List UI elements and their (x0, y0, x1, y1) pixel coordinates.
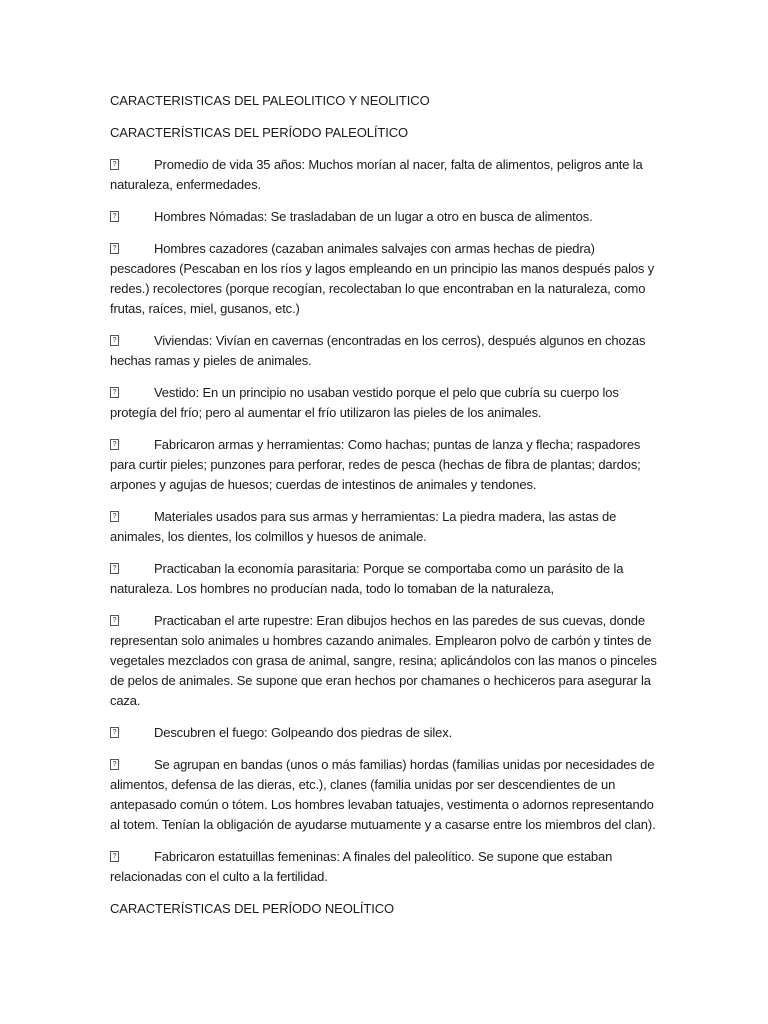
list-item (110, 435, 662, 495)
list-item-text: Viviendas: Vivían en cavernas (encontradas en los cerros), después algunos en chozas hechas ramas y pieles de animales. (110, 333, 646, 368)
list-item-text: Hombres cazadores (cazaban animales salvajes con armas hechas de piedra) pescadores (Pescaban en los ríos y lagos empleando en un principio las manos después palos y redes.) recolectores (porque recogían, recolectaban lo que encontraban en la naturaleza, como frutas, raíces, miel, gusanos, etc.) (110, 241, 655, 316)
section-heading-neolitico: CARACTERÍSTICAS DEL PERÍODO NEOLÍTICO (110, 901, 395, 916)
missing-glyph-icon (110, 511, 119, 522)
list-item (110, 611, 662, 711)
document-title: CARACTERISTICAS DEL PALEOLITICO Y NEOLITICO (110, 93, 430, 108)
list-item (110, 155, 662, 195)
list-item-text: Materiales usados para sus armas y herramientas: La piedra madera, las astas de animales, los dientes, los colmillos y huesos de animale. (110, 509, 617, 544)
list-item (110, 507, 662, 547)
list-item-text: Fabricaron armas y herramientas: Como hachas; puntas de lanza y flecha; raspadores para curtir pieles; punzones para perforar, redes de pesca (hechas de fibra de plantas; dardos; arpones y agujas de huesos; cuerdas de intestinos de animales y tendones. (110, 437, 641, 492)
section-heading-paleolitico: CARACTERÍSTICAS DEL PERÍODO PALEOLÍTICO (110, 125, 409, 140)
list-item-text: Vestido: En un principio no usaban vestido porque el pelo que cubría su cuerpo los protegía del frío; pero al aumentar el frío utilizaron las pieles de los animales. (110, 385, 619, 420)
list-item-text: Promedio de vida 35 años: Muchos morían al nacer, falta de alimentos, peligros ante la naturaleza, enfermedades. (110, 157, 643, 192)
missing-glyph-icon (110, 159, 119, 170)
list-item (110, 239, 662, 319)
list-item-text: Descubren el fuego: Golpeando dos piedras de silex. (154, 725, 453, 740)
list-item (110, 331, 662, 371)
missing-glyph-icon (110, 759, 119, 770)
list-item-text: Practicaban la economía parasitaria: Porque se comportaba como un parásito de la naturaleza. Los hombres no producían nada, todo lo tomaban de la naturaleza, (110, 561, 624, 596)
missing-glyph-icon (110, 851, 119, 862)
document-body (110, 91, 662, 919)
missing-glyph-icon (110, 211, 119, 222)
missing-glyph-icon (110, 387, 119, 398)
missing-glyph-icon (110, 727, 119, 738)
list-item-text: Se agrupan en bandas (unos o más familias) hordas (familias unidas por necesidades de alimentos, defensa de las dieras, etc.), clanes (familia unidas por ser descendientes de un antepasado común o tótem. Los hombres levaban tatuajes, vestimenta o adornos representando al totem. Tenían la obligación de ayudarse mutuamente y a casarse entre los miembros del clan). (110, 757, 656, 832)
list-item (110, 847, 662, 887)
missing-glyph-icon (110, 439, 119, 450)
list-item-text: Practicaban el arte rupestre: Eran dibujos hechos en las paredes de sus cuevas, donde representan solo animales u hombres cazando animales. Emplearon polvo de carbón y tintes de vegetales mezclados con grasa de animal, sangre, resina; aplicándolos con las manos o pinceles de pelos de animales. Se supone que eran hechos por chamanes o hechiceros para asegurar la caza. (110, 613, 657, 708)
list-item (110, 383, 662, 423)
missing-glyph-icon (110, 563, 119, 574)
list-item (110, 207, 662, 227)
list-item (110, 723, 662, 743)
missing-glyph-icon (110, 243, 119, 254)
missing-glyph-icon (110, 335, 119, 346)
list-item-text: Hombres Nómadas: Se trasladaban de un lugar a otro en busca de alimentos. (154, 209, 593, 224)
list-item (110, 559, 662, 599)
list-item (110, 755, 662, 835)
missing-glyph-icon (110, 615, 119, 626)
list-item-text: Fabricaron estatuillas femeninas: A finales del paleolítico. Se supone que estaban relacionadas con el culto a la fertilidad. (110, 849, 613, 884)
